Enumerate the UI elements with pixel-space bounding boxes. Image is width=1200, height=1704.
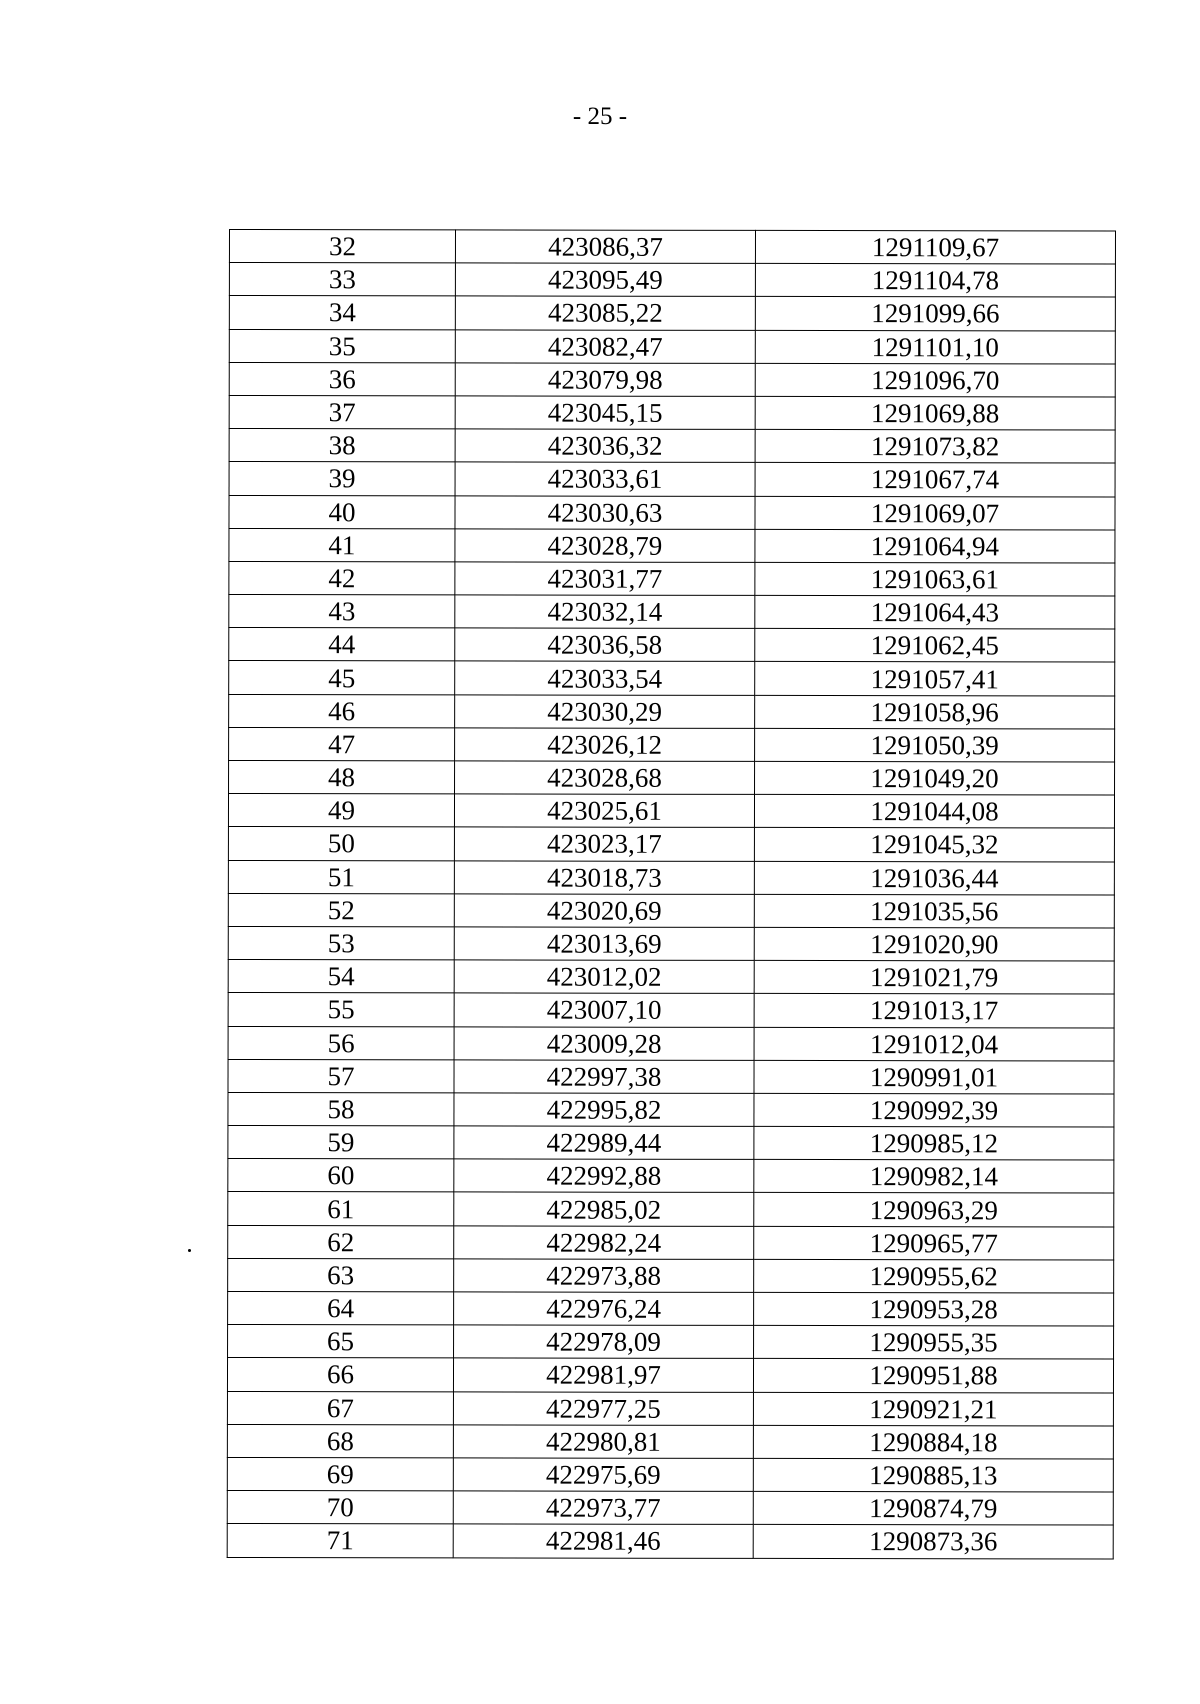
- y-coordinate-cell: 1290992,39: [754, 1093, 1114, 1127]
- x-coordinate-cell: 423086,37: [455, 230, 755, 264]
- table-row: [229, 329, 1115, 364]
- y-coordinate-cell: 1291044,08: [754, 795, 1114, 829]
- x-coordinate-cell: 423033,61: [455, 462, 755, 496]
- table-row: [228, 860, 1114, 895]
- y-coordinate-cell: 1291073,82: [755, 430, 1115, 464]
- table-row: [227, 1491, 1113, 1526]
- x-coordinate-cell: 423085,22: [455, 296, 755, 330]
- x-coordinate-cell: 423036,32: [455, 429, 755, 463]
- x-coordinate-cell: 423012,02: [454, 960, 754, 994]
- point-number-cell: 69: [227, 1457, 453, 1491]
- x-coordinate-cell: 423032,14: [455, 595, 755, 629]
- point-number-cell: 40: [229, 495, 455, 529]
- y-coordinate-cell: 1291069,88: [755, 396, 1115, 430]
- y-coordinate-cell: 1291035,56: [754, 894, 1114, 928]
- y-coordinate-cell: 1291069,07: [755, 496, 1115, 530]
- table-row: [227, 1457, 1113, 1492]
- x-coordinate-cell: 422981,97: [453, 1358, 753, 1392]
- table-row: [228, 1159, 1114, 1194]
- table-row: [229, 595, 1115, 630]
- x-coordinate-cell: 422992,88: [454, 1159, 754, 1193]
- y-coordinate-cell: 1291067,74: [755, 463, 1115, 497]
- table-row: [229, 429, 1115, 464]
- x-coordinate-cell: 422980,81: [453, 1425, 753, 1459]
- point-number-cell: 59: [228, 1126, 454, 1160]
- table-row: [228, 993, 1114, 1028]
- coordinates-table-body: [227, 230, 1115, 1559]
- y-coordinate-cell: 1291101,10: [755, 330, 1115, 364]
- table-row: [229, 561, 1115, 596]
- point-number-cell: 52: [228, 893, 454, 927]
- y-coordinate-cell: 1290985,12: [754, 1126, 1114, 1160]
- stray-dot: [188, 1249, 191, 1252]
- point-number-cell: 39: [229, 462, 455, 496]
- point-number-cell: 65: [228, 1325, 454, 1359]
- y-coordinate-cell: 1291058,96: [755, 695, 1115, 729]
- point-number-cell: 70: [227, 1491, 453, 1525]
- y-coordinate-cell: 1291063,61: [755, 562, 1115, 596]
- x-coordinate-cell: 422982,24: [454, 1226, 754, 1260]
- y-coordinate-cell: 1290955,62: [754, 1259, 1114, 1293]
- y-coordinate-cell: 1290921,21: [753, 1392, 1113, 1426]
- point-number-cell: 50: [228, 827, 454, 861]
- table-row: [227, 1424, 1113, 1459]
- table-row: [229, 296, 1115, 331]
- y-coordinate-cell: 1290873,36: [753, 1525, 1113, 1559]
- x-coordinate-cell: 423031,77: [455, 562, 755, 596]
- y-coordinate-cell: 1290991,01: [754, 1060, 1114, 1094]
- table-row: [229, 495, 1115, 530]
- table-row: [228, 1126, 1114, 1161]
- y-coordinate-cell: 1290982,14: [754, 1160, 1114, 1194]
- x-coordinate-cell: 422981,46: [453, 1524, 753, 1558]
- table-row: [228, 893, 1114, 928]
- y-coordinate-cell: 1291012,04: [754, 1027, 1114, 1061]
- point-number-cell: 67: [227, 1391, 453, 1425]
- table-row: [227, 1358, 1113, 1393]
- point-number-cell: 47: [229, 727, 455, 761]
- point-number-cell: 48: [229, 761, 455, 795]
- point-number-cell: 58: [228, 1092, 454, 1126]
- y-coordinate-cell: 1290951,88: [753, 1359, 1113, 1393]
- point-number-cell: 45: [229, 661, 455, 695]
- x-coordinate-cell: 423013,69: [454, 927, 754, 961]
- x-coordinate-cell: 423045,15: [455, 396, 755, 430]
- x-coordinate-cell: 423026,12: [455, 728, 755, 762]
- table-row: [228, 1225, 1114, 1260]
- y-coordinate-cell: 1291064,43: [755, 595, 1115, 629]
- point-number-cell: 36: [229, 362, 455, 396]
- x-coordinate-cell: 422973,88: [454, 1259, 754, 1293]
- y-coordinate-cell: 1291062,45: [755, 629, 1115, 663]
- x-coordinate-cell: 422977,25: [453, 1391, 753, 1425]
- point-number-cell: 57: [228, 1059, 454, 1093]
- point-number-cell: 53: [228, 926, 454, 960]
- y-coordinate-cell: 1291013,17: [754, 994, 1114, 1028]
- x-coordinate-cell: 422976,24: [454, 1292, 754, 1326]
- x-coordinate-cell: 423082,47: [455, 329, 755, 363]
- x-coordinate-cell: 422973,77: [453, 1491, 753, 1525]
- y-coordinate-cell: 1290885,13: [753, 1458, 1113, 1492]
- table-row: [229, 694, 1115, 729]
- point-number-cell: 46: [229, 694, 455, 728]
- y-coordinate-cell: 1291049,20: [755, 761, 1115, 795]
- y-coordinate-cell: 1291099,66: [755, 297, 1115, 331]
- x-coordinate-cell: 423036,58: [455, 628, 755, 662]
- x-coordinate-cell: 422995,82: [454, 1093, 754, 1127]
- point-number-cell: 38: [229, 429, 455, 463]
- x-coordinate-cell: 423009,28: [454, 1026, 754, 1060]
- y-coordinate-cell: 1290884,18: [753, 1425, 1113, 1459]
- point-number-cell: 66: [227, 1358, 453, 1392]
- point-number-cell: 43: [229, 595, 455, 629]
- x-coordinate-cell: 423025,61: [454, 794, 754, 828]
- point-number-cell: 34: [229, 296, 455, 330]
- x-coordinate-cell: 423020,69: [454, 894, 754, 928]
- table-row: [227, 1391, 1113, 1426]
- table-row: [229, 462, 1115, 497]
- table-row: [228, 1291, 1114, 1326]
- x-coordinate-cell: 423007,10: [454, 993, 754, 1027]
- table-row: [228, 960, 1114, 995]
- y-coordinate-cell: 1290955,35: [754, 1326, 1114, 1360]
- table-row: [227, 1524, 1113, 1559]
- point-number-cell: 63: [228, 1258, 454, 1292]
- x-coordinate-cell: 422985,02: [454, 1192, 754, 1226]
- table-row: [229, 727, 1115, 762]
- x-coordinate-cell: 423028,79: [455, 529, 755, 563]
- table-row: [228, 1192, 1114, 1227]
- point-number-cell: 32: [229, 230, 455, 264]
- table-row: [228, 1059, 1114, 1094]
- y-coordinate-cell: 1290953,28: [754, 1292, 1114, 1326]
- point-number-cell: 49: [228, 794, 454, 828]
- y-coordinate-cell: 1290874,79: [753, 1492, 1113, 1526]
- table-row: [229, 761, 1115, 796]
- point-number-cell: 41: [229, 528, 455, 562]
- y-coordinate-cell: 1291045,32: [754, 828, 1114, 862]
- x-coordinate-cell: 423079,98: [455, 363, 755, 397]
- table-row: [229, 362, 1115, 397]
- table-row: [228, 827, 1114, 862]
- y-coordinate-cell: 1291020,90: [754, 927, 1114, 961]
- y-coordinate-cell: 1291104,78: [755, 264, 1115, 298]
- point-number-cell: 68: [227, 1424, 453, 1458]
- point-number-cell: 71: [227, 1524, 453, 1558]
- point-number-cell: 37: [229, 395, 455, 429]
- table-row: [228, 1258, 1114, 1293]
- point-number-cell: 51: [228, 860, 454, 894]
- y-coordinate-cell: 1291036,44: [754, 861, 1114, 895]
- coordinates-table: [227, 229, 1116, 1559]
- x-coordinate-cell: 423030,63: [455, 495, 755, 529]
- point-number-cell: 56: [228, 1026, 454, 1060]
- y-coordinate-cell: 1291057,41: [755, 662, 1115, 696]
- y-coordinate-cell: 1291096,70: [755, 363, 1115, 397]
- table-row: [229, 395, 1115, 430]
- table-row: [229, 263, 1115, 298]
- table-row: [229, 230, 1115, 265]
- point-number-cell: 42: [229, 561, 455, 595]
- x-coordinate-cell: 423028,68: [455, 761, 755, 795]
- y-coordinate-cell: 1290965,77: [754, 1226, 1114, 1260]
- x-coordinate-cell: 423095,49: [455, 263, 755, 297]
- x-coordinate-cell: 423033,54: [455, 661, 755, 695]
- point-number-cell: 62: [228, 1225, 454, 1259]
- y-coordinate-cell: 1291109,67: [755, 230, 1115, 264]
- point-number-cell: 55: [228, 993, 454, 1027]
- table-row: [228, 926, 1114, 961]
- x-coordinate-cell: 423023,17: [454, 827, 754, 861]
- x-coordinate-cell: 422978,09: [454, 1325, 754, 1359]
- y-coordinate-cell: 1291064,94: [755, 529, 1115, 563]
- x-coordinate-cell: 422989,44: [454, 1126, 754, 1160]
- x-coordinate-cell: 423030,29: [455, 695, 755, 729]
- y-coordinate-cell: 1291050,39: [755, 728, 1115, 762]
- point-number-cell: 44: [229, 628, 455, 662]
- y-coordinate-cell: 1290963,29: [754, 1193, 1114, 1227]
- table-row: [229, 661, 1115, 696]
- y-coordinate-cell: 1291021,79: [754, 961, 1114, 995]
- point-number-cell: 33: [229, 263, 455, 297]
- point-number-cell: 64: [228, 1291, 454, 1325]
- point-number-cell: 61: [228, 1192, 454, 1226]
- page-number: - 25 -: [572, 103, 628, 130]
- x-coordinate-cell: 423018,73: [454, 860, 754, 894]
- table-row: [229, 628, 1115, 663]
- table-row: [228, 794, 1114, 829]
- table-row: [228, 1026, 1114, 1061]
- x-coordinate-cell: 422997,38: [454, 1060, 754, 1094]
- point-number-cell: 60: [228, 1159, 454, 1193]
- x-coordinate-cell: 422975,69: [453, 1458, 753, 1492]
- point-number-cell: 35: [229, 329, 455, 363]
- point-number-cell: 54: [228, 960, 454, 994]
- table-row: [229, 528, 1115, 563]
- table-row: [228, 1092, 1114, 1127]
- table-row: [228, 1325, 1114, 1360]
